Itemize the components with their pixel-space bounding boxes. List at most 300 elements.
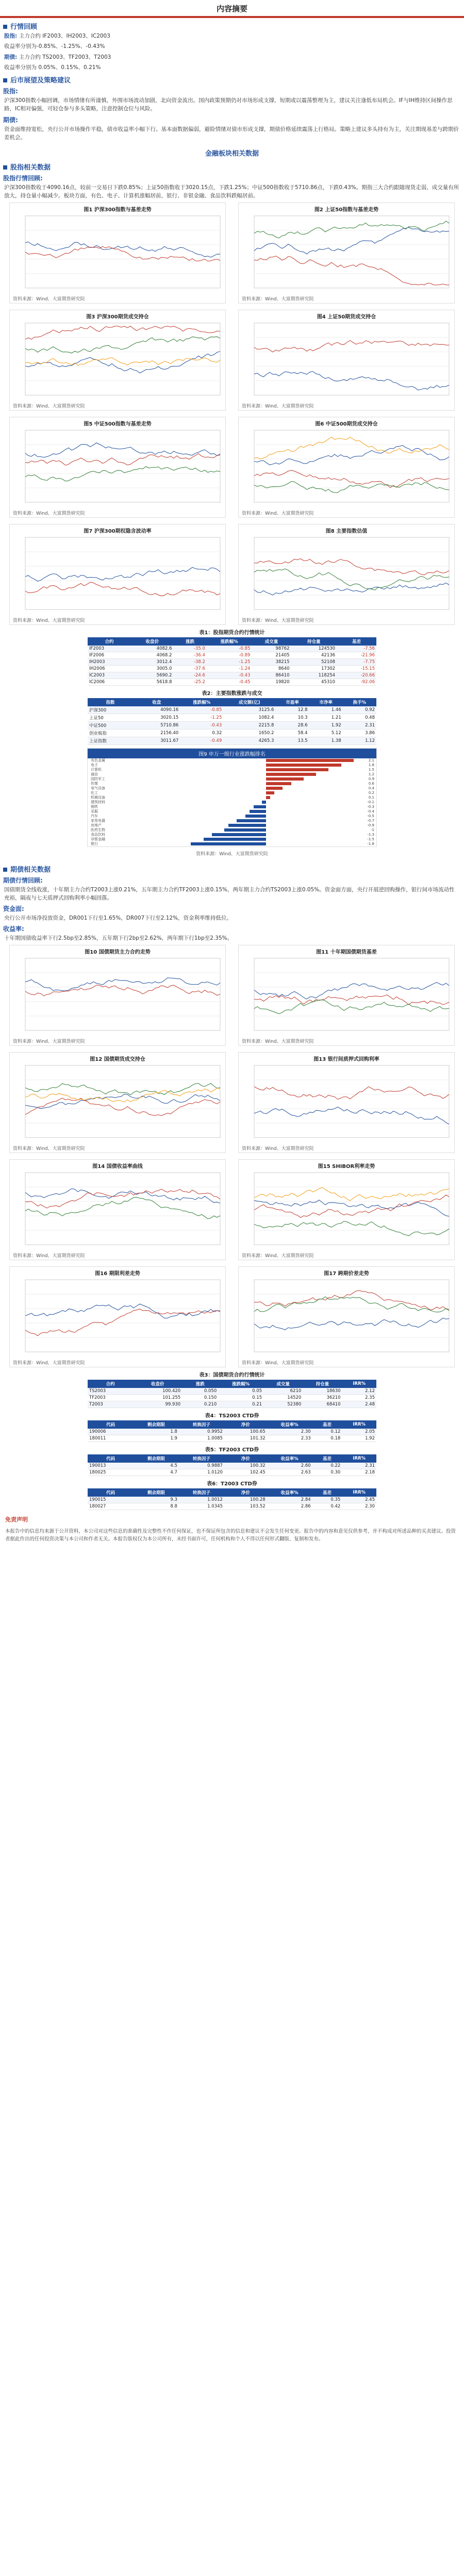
table-header-cell: 剩余期限 xyxy=(134,1488,179,1497)
table-cell: -0.85 xyxy=(207,646,252,652)
table-cell: 0.9887 xyxy=(179,1463,224,1469)
table4-wrap xyxy=(88,1411,376,1442)
series-line xyxy=(25,978,220,991)
series-line xyxy=(25,985,220,996)
summary-line xyxy=(4,53,460,61)
series-line xyxy=(254,1087,449,1099)
industry-ranking xyxy=(87,748,377,847)
table-cell: 3125.6 xyxy=(223,706,275,714)
table-header-cell: 成交量 xyxy=(263,1380,303,1388)
ranking-name: 传媒 xyxy=(91,782,98,786)
table-cell: 18630 xyxy=(303,1388,342,1395)
chart-plot xyxy=(10,1277,225,1359)
series-line xyxy=(254,340,449,352)
table-cell: 1.8 xyxy=(134,1429,179,1435)
summary-line xyxy=(4,42,460,50)
series-line xyxy=(254,1291,449,1310)
chart-plot xyxy=(10,213,225,295)
table-cell: 0.05 xyxy=(218,1388,263,1395)
ranking-bar-track xyxy=(173,823,359,828)
chart-source: 资料来源：Wind、大富期货研究院 xyxy=(13,1360,85,1366)
chart-plot xyxy=(239,1277,454,1359)
table-cell: TF2003 xyxy=(88,1394,133,1401)
plot-frame xyxy=(254,1280,449,1352)
series-line xyxy=(254,995,449,1005)
plot-frame xyxy=(25,1173,220,1245)
table2-title: 表2：主要指数涨跌与成交 xyxy=(202,690,262,697)
table-cell: -0.85 xyxy=(180,706,223,714)
table-cell: 28.6 xyxy=(275,721,309,729)
chart-plot xyxy=(239,213,454,295)
ranking-bar-track xyxy=(173,809,359,814)
ranking-bar-track xyxy=(173,805,359,809)
table-header-cell: 收盘价 xyxy=(133,1380,182,1388)
table-cell: IC2003 xyxy=(88,672,131,679)
ranking-value: -1.8 xyxy=(367,842,374,846)
table-cell: 38215 xyxy=(252,658,291,665)
chart-title: 图8 主要指数估值 xyxy=(325,528,368,534)
chart-title: 图13 银行间质押式回购利率 xyxy=(313,1056,379,1062)
plot-frame xyxy=(254,537,449,609)
ranking-value: -1.3 xyxy=(367,833,374,837)
table-cell: 0.92 xyxy=(343,706,376,714)
table-cell: -0.89 xyxy=(207,652,252,658)
table2 xyxy=(88,698,376,745)
ranking-bar-track xyxy=(173,763,359,768)
ranking-bar xyxy=(254,805,266,808)
table-cell: IC2006 xyxy=(88,679,131,685)
ranking-name: 房地产 xyxy=(91,823,102,828)
table-cell: 2.31 xyxy=(342,1463,376,1469)
table-cell: -36.4 xyxy=(173,652,206,658)
chart-title: 图16 期限利差走势 xyxy=(95,1270,140,1277)
table-header-cell: 合约 xyxy=(88,637,131,646)
table-header-cell: 市盈率 xyxy=(275,698,309,706)
series-line xyxy=(25,1309,220,1336)
ranking-name: 医药生物 xyxy=(91,828,105,833)
series-line xyxy=(25,1098,220,1115)
table-row xyxy=(88,652,376,658)
chart-panel xyxy=(238,524,455,625)
table-cell: 0.42 xyxy=(312,1503,342,1510)
table-cell: 45310 xyxy=(291,679,337,685)
ranking-bar-track xyxy=(173,791,359,795)
series-line xyxy=(254,437,449,459)
table-cell: T2003 xyxy=(88,1401,133,1408)
table-header-cell: IRR% xyxy=(342,1380,376,1388)
chart-plot xyxy=(239,534,454,617)
chart-plot xyxy=(239,427,454,510)
chart-source: 资料来源：Wind、大富期货研究院 xyxy=(242,618,314,623)
table-cell: 3012.4 xyxy=(131,658,173,665)
series-line xyxy=(254,470,449,487)
section-outlook-head: 后市展望及策略建议 xyxy=(3,75,464,84)
table-cell: 103.52 xyxy=(224,1503,267,1510)
table-row xyxy=(88,1497,376,1503)
chart-panel xyxy=(238,1052,455,1153)
table-header-row xyxy=(88,1488,376,1497)
chart-panel xyxy=(238,945,455,1046)
table-cell: 0.30 xyxy=(312,1469,342,1476)
table-cell: 19820 xyxy=(252,679,291,685)
series-line xyxy=(254,481,449,493)
table-header-cell: 成交量 xyxy=(252,637,291,646)
chart-source: 资料来源：Wind、大富期货研究院 xyxy=(13,511,85,516)
table-cell: 1.9 xyxy=(134,1435,179,1442)
table-header-cell: 基差 xyxy=(337,637,376,646)
ranking-name: 食品饮料 xyxy=(91,833,105,837)
table-cell: 5618.8 xyxy=(131,679,173,685)
chart-title: 图6 中证500期货成交持仓 xyxy=(315,421,378,427)
table-cell: 1082.4 xyxy=(223,714,275,721)
table-cell: 中证500 xyxy=(88,721,133,729)
ranking-bar-track xyxy=(173,828,359,833)
table-cell: -0.43 xyxy=(180,721,223,729)
ranking-bar xyxy=(266,768,328,771)
chart-panel xyxy=(238,202,455,303)
table-cell: 4.7 xyxy=(134,1469,179,1476)
ranking-bar xyxy=(224,828,266,832)
table-header-row xyxy=(88,1454,376,1463)
chart-panel xyxy=(9,1052,226,1153)
series-line xyxy=(25,582,220,596)
table-cell: -0.49 xyxy=(180,737,223,744)
table-cell: 5690.2 xyxy=(131,672,173,679)
ranking-name: 采掘 xyxy=(91,809,98,814)
table-cell: 98762 xyxy=(252,646,291,652)
table-cell: 68410 xyxy=(303,1401,342,1408)
disclaimer-text: 本报告中的信息均来源于公开资料，本公司对这些信息的准确性及完整性不作任何保证，也不保证所包含的信息和建议不会发生任何变更。报告中的内容和意见仅供参考，并不构成对所述品种的买卖建议。投资者据此作出的任何投资决策与本公司和作者无关。本报告版权仅为本公司所有，未经书面许可，任何机构和个人不得以任何形式翻版、复制和发布。 xyxy=(5,1528,456,1542)
ranking-bar xyxy=(266,791,274,794)
ranking-bar xyxy=(191,842,266,845)
series-line xyxy=(254,1221,449,1235)
chart-source: 资料来源：Wind、大富期货研究院 xyxy=(13,403,85,409)
table-row xyxy=(88,672,376,679)
outlook-stock-label: 股指: xyxy=(3,88,18,95)
table3 xyxy=(88,1380,376,1408)
table-cell: -37.6 xyxy=(173,665,206,672)
plot-frame xyxy=(254,216,449,288)
table-cell: 2.33 xyxy=(267,1435,312,1442)
table-header-row xyxy=(88,698,376,706)
ranking-name: 电子 xyxy=(91,763,98,768)
summary-line-text: 收益率分别为 0.05%、0.15%、0.21% xyxy=(4,64,101,71)
ranking-value: -0.3 xyxy=(367,805,374,809)
chart-source: 资料来源：Wind、大富期货研究院 xyxy=(242,1253,314,1259)
yield-text: 十年期国债收益率下行2.5bp至2.85%，五年期下行2bp至2.62%，两年期下行1bp至2.35%。 xyxy=(4,935,233,942)
table-cell: 0.18 xyxy=(312,1435,342,1442)
ranking-title: 图9 申万一级行业涨跌幅排名 xyxy=(88,749,376,758)
ranking-value: 1.2 xyxy=(368,772,374,777)
summary-lines xyxy=(0,32,464,72)
bond-review-text: 国债期货全线收涨，十年期主力合约T2003上涨0.21%，五年期主力合约TF2003上涨0.15%，两年期主力合约TS2003上涨0.05%。资金面方面，央行开展逆回购操作，银行间市场流动性充裕，隔夜与七天质押式回购利率小幅回落。 xyxy=(4,886,455,901)
ranking-row xyxy=(88,842,376,846)
ranking-bar-track xyxy=(173,772,359,777)
ranking-bar-track xyxy=(173,814,359,819)
table-cell: 2.31 xyxy=(343,721,376,729)
ranking-value: 0.1 xyxy=(368,795,374,800)
table-cell: 2.30 xyxy=(342,1503,376,1510)
chart-title: 图10 国债期货主力合约走势 xyxy=(85,949,151,955)
table-cell: -35.0 xyxy=(173,646,206,652)
chart-source: 资料来源：Wind、大富期货研究院 xyxy=(242,403,314,409)
table-cell: 17302 xyxy=(291,665,337,672)
report-page xyxy=(0,3,464,2576)
chart-source: 资料来源：Wind、大富期货研究院 xyxy=(13,1253,85,1259)
series-line xyxy=(254,221,449,238)
table-cell: -0.45 xyxy=(207,679,252,685)
table3-title: 表3：国债期货合约行情统计 xyxy=(199,1372,265,1378)
chart-source: 资料来源：Wind、大富期货研究院 xyxy=(13,1146,85,1151)
ranking-source: 资料来源：Wind、大富期货研究院 xyxy=(196,851,268,857)
square-bullet-icon xyxy=(3,165,7,170)
table-cell: 1.12 xyxy=(343,737,376,744)
table-cell: 5710.86 xyxy=(133,721,180,729)
table-row xyxy=(88,665,376,672)
table-cell: 180011 xyxy=(88,1435,134,1442)
ranking-name: 通信 xyxy=(91,772,98,777)
table-cell: 上证指数 xyxy=(88,737,133,744)
table-header-cell: 收盘价 xyxy=(131,637,173,646)
table-cell: 8.8 xyxy=(134,1503,179,1510)
table-cell: 0.12 xyxy=(312,1429,342,1435)
table-cell: -20.66 xyxy=(337,672,376,679)
ranking-value: -0.5 xyxy=(367,814,374,819)
table-header-cell: 收益率% xyxy=(267,1454,312,1463)
table-cell: 沪深300 xyxy=(88,706,133,714)
table-cell: 118254 xyxy=(291,672,337,679)
chart-title: 图2 上证50指数与基差走势 xyxy=(314,207,379,213)
chart-panel xyxy=(238,1266,455,1367)
chart-title: 图5 中证500指数与基差走势 xyxy=(84,421,152,427)
series-line xyxy=(25,242,220,257)
chart-title: 图4 上证50期货成交持仓 xyxy=(317,314,376,320)
series-line xyxy=(254,1107,449,1124)
plot-frame xyxy=(254,323,449,395)
ranking-value: -1 xyxy=(371,828,374,833)
chart-plot xyxy=(239,320,454,402)
table-cell: 100.28 xyxy=(224,1497,267,1503)
ranking-bar xyxy=(250,810,266,813)
table-cell: 0.15 xyxy=(218,1394,263,1401)
chart-plot xyxy=(239,1062,454,1145)
table5-wrap xyxy=(88,1445,376,1476)
table-cell: 2.48 xyxy=(342,1401,376,1408)
table-header-cell: 净价 xyxy=(224,1420,267,1429)
plot-frame xyxy=(254,958,449,1030)
document-title: 内容摘要 xyxy=(216,4,247,13)
table-cell: 1650.2 xyxy=(223,729,275,737)
section-stock-head: 股指相关数据 xyxy=(3,162,464,172)
table-header-cell: 收益率% xyxy=(267,1488,312,1497)
table-cell: 0.32 xyxy=(180,729,223,737)
table-cell: 14520 xyxy=(263,1394,303,1401)
ranking-name: 电气设备 xyxy=(91,786,105,791)
plot-frame xyxy=(254,1065,449,1138)
table-cell: -1.24 xyxy=(207,665,252,672)
table-cell: 6210 xyxy=(263,1388,303,1395)
table4-title: 表4：TS2003 CTD券 xyxy=(205,1413,259,1419)
ranking-value: -0.4 xyxy=(367,809,374,814)
ranking-name: 有色金属 xyxy=(91,758,105,763)
chart-source: 资料来源：Wind、大富期货研究院 xyxy=(242,1146,314,1151)
table5-title: 表5：TF2003 CTD券 xyxy=(205,1447,259,1453)
table-cell: 0.48 xyxy=(343,714,376,721)
table-cell: 3011.67 xyxy=(133,737,180,744)
stock-review-text: 沪深300指数收于4090.16点，较前一交易日下跌0.85%；上证50指数收于3020.15点，下跌1.25%；中证500指数收于5710.86点，下跌0.43%。期指三大合约跟随现货走弱，成交量有所放大，持仓量小幅减少。板块方面，有色、电子、计算机涨幅居前，银行、非银金融、食品饮料跌幅居前。 xyxy=(4,184,459,199)
stock-review-label: 股指行情回顾: xyxy=(3,175,43,182)
series-line xyxy=(254,1200,449,1216)
table-cell: 4265.3 xyxy=(223,737,275,744)
ranking-bar-track xyxy=(173,795,359,800)
table-header-cell: 基差 xyxy=(312,1420,342,1429)
series-line xyxy=(25,1083,220,1095)
summary-line xyxy=(4,63,460,72)
table-cell: 4090.16 xyxy=(133,706,180,714)
chart-source: 资料来源：Wind、大富期货研究院 xyxy=(13,618,85,623)
chart-plot xyxy=(239,955,454,1038)
plot-frame xyxy=(254,1173,449,1245)
summary-line-label: 股指: xyxy=(4,33,19,39)
table-cell: 2215.8 xyxy=(223,721,275,729)
table-cell: 10.3 xyxy=(275,714,309,721)
ranking-value: 0.6 xyxy=(368,782,374,786)
table5 xyxy=(88,1454,376,1476)
chart-source: 资料来源：Wind、大富期货研究院 xyxy=(242,1360,314,1366)
square-bullet-icon xyxy=(3,78,7,82)
chart-plot xyxy=(10,955,225,1038)
series-line xyxy=(254,1188,449,1201)
table-cell: 2.84 xyxy=(267,1497,312,1503)
table-row xyxy=(88,714,376,721)
table6 xyxy=(88,1488,376,1510)
table-cell: 0.050 xyxy=(182,1388,218,1395)
table3-wrap xyxy=(88,1370,376,1408)
ranking-bar-track xyxy=(173,833,359,837)
summary-line-text: 主力合约 TS2003、TF2003、T2003 xyxy=(19,54,111,60)
table-row xyxy=(88,1394,376,1401)
chart-source: 资料来源：Wind、大富期货研究院 xyxy=(13,296,85,302)
ranking-name: 化工 xyxy=(91,791,98,795)
summary-line-label: 期债: xyxy=(4,54,19,60)
table-row xyxy=(88,679,376,685)
ranking-bar-track xyxy=(173,782,359,786)
table-cell: 100.32 xyxy=(224,1463,267,1469)
ranking-bar xyxy=(266,782,291,785)
table-cell: 2.45 xyxy=(342,1497,376,1503)
ranking-bar-track xyxy=(173,819,359,823)
series-line xyxy=(25,358,220,365)
table-cell: 2.35 xyxy=(342,1394,376,1401)
table-cell: 2.18 xyxy=(342,1469,376,1476)
chart-panel xyxy=(9,310,226,411)
table-cell: 1.0012 xyxy=(179,1497,224,1503)
table-row xyxy=(88,1388,376,1395)
table-cell: 1.0345 xyxy=(179,1503,224,1510)
table-header-cell: 转换因子 xyxy=(179,1488,224,1497)
table-row xyxy=(88,721,376,729)
table-cell: 1.21 xyxy=(309,714,343,721)
series-line xyxy=(254,445,449,465)
table-cell: 99.930 xyxy=(133,1401,182,1408)
table-cell: 2.86 xyxy=(267,1503,312,1510)
table-row xyxy=(88,1503,376,1510)
table-cell: 1.38 xyxy=(309,737,343,744)
table-header-cell: IRR% xyxy=(342,1454,376,1463)
table-cell: 8640 xyxy=(252,665,291,672)
table-cell: 0.21 xyxy=(218,1401,263,1408)
table6-title: 表6：T2003 CTD券 xyxy=(207,1481,257,1487)
ranking-bar xyxy=(266,796,270,799)
table-cell: 102.45 xyxy=(224,1469,267,1476)
table-cell: 0.210 xyxy=(182,1401,218,1408)
table-cell: 创业板指 xyxy=(88,729,133,737)
table-header-row xyxy=(88,637,376,646)
table4 xyxy=(88,1420,376,1442)
ranking-bar xyxy=(204,838,266,841)
table2-wrap xyxy=(88,689,376,745)
table6-wrap xyxy=(88,1479,376,1510)
ranking-value: -0.1 xyxy=(367,800,374,805)
series-line xyxy=(254,1318,449,1330)
table-cell: 4082.6 xyxy=(131,646,173,652)
ranking-bar-track xyxy=(173,800,359,805)
table1-wrap xyxy=(88,628,376,686)
table-cell: 2156.40 xyxy=(133,729,180,737)
outlook-bond-label: 期债: xyxy=(3,116,18,124)
table-row xyxy=(88,1435,376,1442)
ranking-name: 建筑材料 xyxy=(91,800,105,805)
chart-panel xyxy=(9,202,226,303)
table-cell: -25.2 xyxy=(173,679,206,685)
table-cell: 1.0085 xyxy=(179,1435,224,1442)
table-cell: TS2003 xyxy=(88,1388,133,1395)
chart-plot xyxy=(10,427,225,510)
table-cell: 3020.15 xyxy=(133,714,180,721)
ranking-bar-track xyxy=(173,842,359,846)
series-line xyxy=(254,227,449,254)
table-header-cell: 涨跌幅% xyxy=(180,698,223,706)
table-cell: -15.15 xyxy=(337,665,376,672)
table-header-row xyxy=(88,1420,376,1429)
table-header-cell: 代码 xyxy=(88,1454,134,1463)
chart-panel xyxy=(9,1159,226,1260)
disclaimer-title: 免责声明 xyxy=(5,1516,28,1523)
ranking-bar xyxy=(266,777,304,781)
ranking-bar-track xyxy=(173,758,359,763)
ranking-bar-track xyxy=(173,837,359,842)
chart-panel xyxy=(238,417,455,518)
table1 xyxy=(88,637,376,686)
table-header-cell: IRR% xyxy=(342,1488,376,1497)
table-cell: -1.25 xyxy=(207,658,252,665)
ranking-value: 1.8 xyxy=(368,763,374,768)
table-cell: 1.0120 xyxy=(179,1469,224,1476)
table-cell: 0.9952 xyxy=(179,1429,224,1435)
table-cell: 0.150 xyxy=(182,1394,218,1401)
chart-source: 资料来源：Wind、大富期货研究院 xyxy=(242,296,314,302)
chart-panel xyxy=(238,1159,455,1260)
chart-title: 图14 国债收益率曲线 xyxy=(92,1163,143,1170)
section-bond-head: 期债相关数据 xyxy=(3,864,464,874)
table-header-cell: 转换因子 xyxy=(179,1454,224,1463)
table-row xyxy=(88,1401,376,1408)
table-cell: 124530 xyxy=(291,646,337,652)
series-line xyxy=(25,351,220,373)
bond-charts-grid xyxy=(0,945,464,1367)
ranking-bar xyxy=(266,787,283,790)
table-cell: 4.5 xyxy=(134,1463,179,1469)
